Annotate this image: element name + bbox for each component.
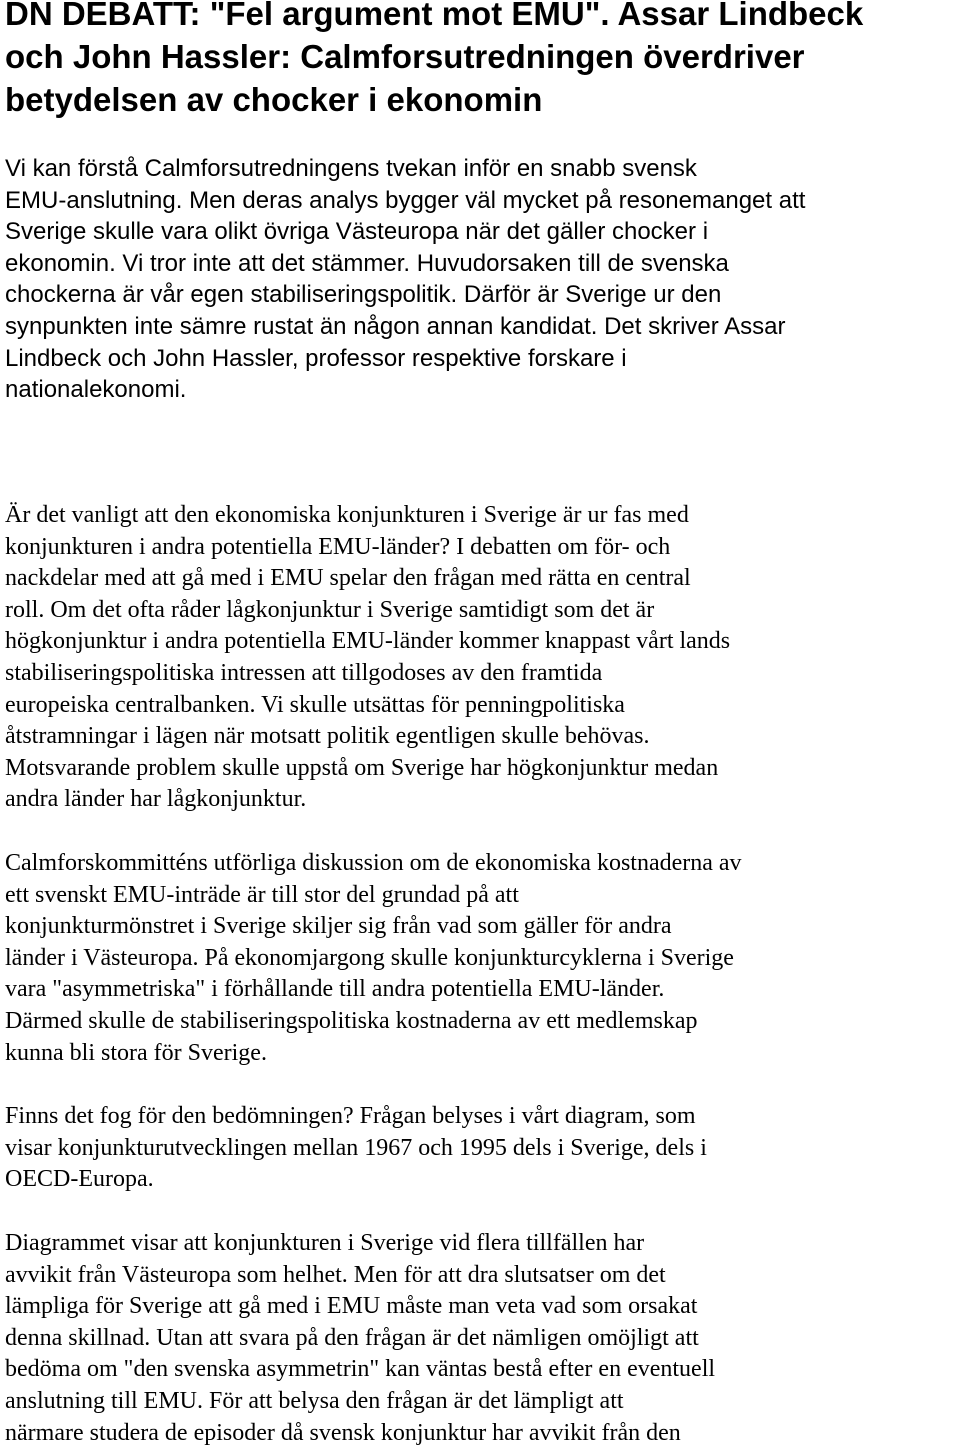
body-paragraph-3: Finns det fog för den bedömningen? Frågan belyses i vårt diagram, som visar konjunkturutvecklingen mellan 1967 och 1995 dels i Sverige, dels i OECD-Europa. — [5, 1103, 707, 1193]
article-lead: Vi kan förstå Calmforsutredningens tvekan inför en snabb svensk EMU-anslutning. Men deras analys bygger väl mycket på resonemanget att Sverige skulle vara olikt övriga Västeuropa när det gäller chocker i ekonomin. Vi tror inte att det stämmer. Huvudorsaken till de svenska chockerna är vår egen stabiliseringspolitik. Därför är Sverige ur den synpunkten inte sämre rustat än någon annan kandidat. Det skriver Assar Lindbeck och John Hassler, professor respektive forskare i nationalekonomi. — [5, 155, 806, 404]
body-paragraph-4: Diagrammet visar att konjunkturen i Sverige vid flera tillfällen har avvikit från Västeuropa som helhet. Men för att dra slutsatser om det lämpliga för Sverige att gå med i EMU måste man veta vad som orsakat denna skillnad. Utan att svara på den frågan är det nämligen omöjligt att bedöma om "den svenska asymmetrin" kan väntas bestå efter en eventuell anslutning till EMU. För att belysa den frågan är det lämpligt att närmare studera de episoder då svensk konjunktur har avvikit från den — [5, 1230, 716, 1446]
body-paragraph-2: Calmforskommitténs utförliga diskussion om de ekonomiska kostnaderna av ett svenskt EMU-inträde är till stor del grundad på att konjunkturmönstret i Sverige skiljer sig från vad som gäller för andra länder i Västeuropa. På ekonomjargong skulle konjunkturcyklerna i Sverige vara "asymmetriska" i förhållande till andra potentiella EMU-länder. Därmed skulle de stabiliseringspolitiska kostnaderna av ett medlemskap kunna bli stora för Sverige. — [5, 850, 742, 1066]
article — [5, 0, 955, 1446]
article-headline: DN DEBATT: "Fel argument mot EMU". Assar Lindbeck och John Hassler: Calmforsutredningen överdriver betydelsen av chocker i ekonomin — [5, 0, 864, 118]
body-paragraph-1: Är det vanligt att den ekonomiska konjunkturen i Sverige är ur fas med konjunkturen i andra potentiella EMU-länder? I debatten om för- och nackdelar med att gå med i EMU spelar den frågan med rätta en central roll. Om det ofta råder lågkonjunktur i Sverige samtidigt som det är högkonjunktur i andra potentiella EMU-länder kommer knappast vårt lands stabiliseringspolitiska intressen att tillgodoses av den framtida europeiska centralbanken. Vi skulle utsättas för penningpolitiska åtstramningar i lägen när motsatt politik egentligen skulle behövas. Motsvarande problem skulle uppstå om Sverige har högkonjunktur medan andra länder har lågkonjunktur. — [5, 502, 731, 813]
